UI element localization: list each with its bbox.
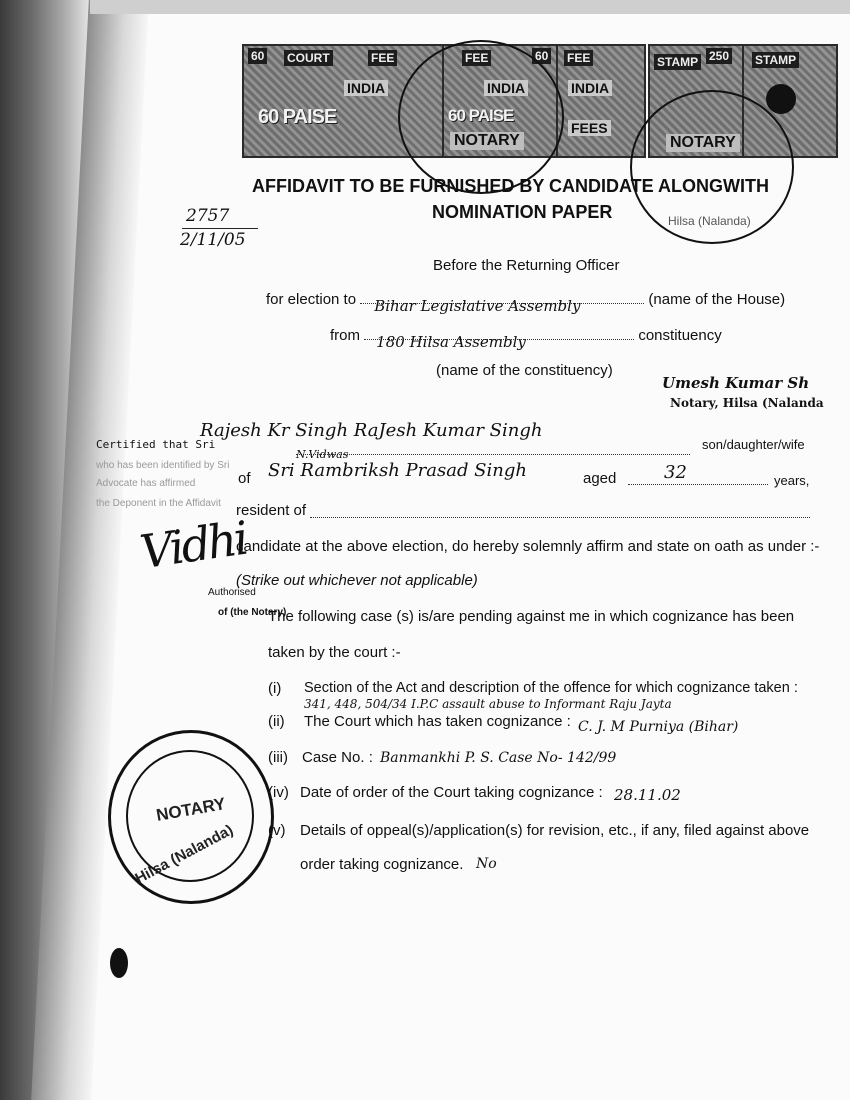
stamp-notary-overprint: NOTARY bbox=[666, 134, 740, 152]
age-value: 32 bbox=[664, 462, 687, 483]
resident-label: resident of bbox=[236, 502, 307, 519]
case-item-value: 28.11.02 bbox=[614, 786, 681, 804]
court-fee-stamp-3 bbox=[556, 44, 646, 158]
case-item-value: Banmankhi P. S. Case No- 142/99 bbox=[380, 750, 617, 766]
aged-label: aged bbox=[583, 470, 617, 487]
case-item-value: 341, 448, 504/34 I.P.C assault abuse to Informant Raju Jayta bbox=[304, 697, 672, 711]
ink-blot bbox=[110, 948, 128, 978]
seal-place-text: Hilsa (Nalanda) bbox=[668, 214, 751, 228]
stamp-country: INDIA bbox=[568, 80, 612, 96]
para-a bbox=[268, 608, 794, 625]
case-item-number: (i) bbox=[268, 680, 282, 697]
stamp-emblem bbox=[766, 84, 796, 114]
years-label: years, bbox=[774, 473, 810, 488]
certified-label: Certified that Sri bbox=[96, 438, 216, 451]
stamp-notary-overprint: NOTARY bbox=[450, 132, 524, 150]
election-line bbox=[266, 291, 786, 315]
stamp-country: INDIA bbox=[484, 80, 528, 96]
case-item-value: No bbox=[476, 856, 497, 872]
authorised-label: Authorised bbox=[208, 587, 256, 598]
stamp-denomination: 60 bbox=[532, 48, 551, 64]
deponent-signature: Vidhi bbox=[136, 510, 250, 580]
stamp-word: STAMP bbox=[752, 52, 799, 68]
case-item-label: Details of oppeal(s)/application(s) for revision, etc., if any, filed against above bbox=[300, 822, 810, 839]
father-name: Sri Rambriksh Prasad Singh bbox=[268, 460, 527, 481]
case-item-label: Date of order of the Court taking cognizance : bbox=[300, 784, 603, 801]
identifier-name: N.Vidwas bbox=[296, 448, 349, 461]
margin-serial-number: 2757 bbox=[186, 206, 230, 226]
stamp-word: STAMP bbox=[654, 54, 701, 70]
scan-top-edge bbox=[90, 0, 850, 14]
notary-faint-label: of (the Notary) bbox=[218, 607, 287, 618]
deponent-faint: the Deponent in the Affidavit bbox=[96, 498, 221, 509]
para-a-continuation: taken by the court :- bbox=[268, 644, 401, 661]
before-returning-officer: Before the Returning Officer bbox=[433, 257, 620, 274]
son-daughter-wife-label: son/daughter/wife bbox=[702, 437, 805, 452]
advocate-faint: Advocate has affirmed bbox=[96, 478, 196, 489]
case-item-label: Case No. : bbox=[302, 749, 373, 766]
case-item-continuation: order taking cognizance. bbox=[300, 856, 464, 873]
margin-rule bbox=[182, 228, 258, 229]
seal-place-text: Hilsa (Nalanda) bbox=[132, 821, 237, 888]
stamp-fee-label: FEE bbox=[462, 50, 491, 66]
stamp-denomination: 250 bbox=[706, 48, 732, 64]
election-value: Bihar Legislative Assembly bbox=[374, 297, 581, 315]
election-blank bbox=[360, 297, 644, 315]
case-item-label: Section of the Act and description of the offence for which cognizance taken : bbox=[304, 680, 798, 696]
stamp-fee-label: FEE bbox=[368, 50, 397, 66]
from-label: from bbox=[330, 327, 360, 344]
notary-place-stamp: Notary, Hilsa (Nalanda bbox=[670, 396, 824, 410]
case-item-number: (iii) bbox=[268, 749, 288, 766]
constituency-blank bbox=[364, 333, 634, 351]
notary-name-stamp: Umesh Kumar Sh bbox=[662, 374, 810, 392]
constituency-line bbox=[330, 327, 722, 351]
case-item-label: The Court which has taken cognizance : bbox=[304, 713, 571, 730]
resident-blank bbox=[310, 517, 810, 518]
age-blank bbox=[628, 484, 768, 485]
identified-by-faint: who has been identified by Sri bbox=[96, 460, 230, 471]
para-a-text: The following case (s) is/are pending against me in which cognizance has been bbox=[268, 608, 795, 625]
stamp-denomination: 60 bbox=[248, 48, 267, 64]
case-item-number: (v) bbox=[268, 822, 286, 839]
deponent-blank bbox=[296, 454, 690, 455]
constituency-suffix: constituency bbox=[638, 327, 722, 344]
margin-date: 2/11/05 bbox=[180, 230, 246, 250]
of-label: of bbox=[238, 470, 251, 487]
affidavit-subtitle: NOMINATION PAPER bbox=[432, 202, 613, 222]
stamp-amount: 60 PAISE bbox=[448, 106, 514, 125]
stamp-country: INDIA bbox=[344, 80, 388, 96]
stamp-fees-label: FEES bbox=[568, 120, 611, 136]
strike-out-note: (Strike out whichever not applicable) bbox=[236, 572, 478, 589]
stamp-fee-label: FEE bbox=[564, 50, 593, 66]
oath-statement: candidate at the above election, do hereby solemnly affirm and state on oath as under :- bbox=[236, 538, 820, 555]
case-item-number: (ii) bbox=[268, 713, 285, 730]
house-suffix: (name of the House) bbox=[648, 291, 786, 308]
stamp-court-label: COURT bbox=[284, 50, 333, 66]
seal-notary-text: NOTARY bbox=[154, 794, 227, 825]
case-item-number: (iv) bbox=[268, 784, 289, 801]
stamp-amount: 60 PAISE bbox=[258, 106, 337, 128]
for-election-label: for election to bbox=[266, 291, 357, 308]
notary-seal-top-left bbox=[398, 40, 564, 194]
deponent-name: Rajesh Kr Singh RaJesh Kumar Singh bbox=[200, 420, 543, 441]
case-item-value: C. J. M Purniya (Bihar) bbox=[578, 719, 739, 735]
constituency-name-note: (name of the constituency) bbox=[436, 362, 613, 379]
affidavit-title: AFFIDAVIT TO BE FURNISHED BY CANDIDATE ALONGWITH bbox=[252, 176, 769, 196]
constituency-value: 180 Hilsa Assembly bbox=[376, 333, 526, 351]
